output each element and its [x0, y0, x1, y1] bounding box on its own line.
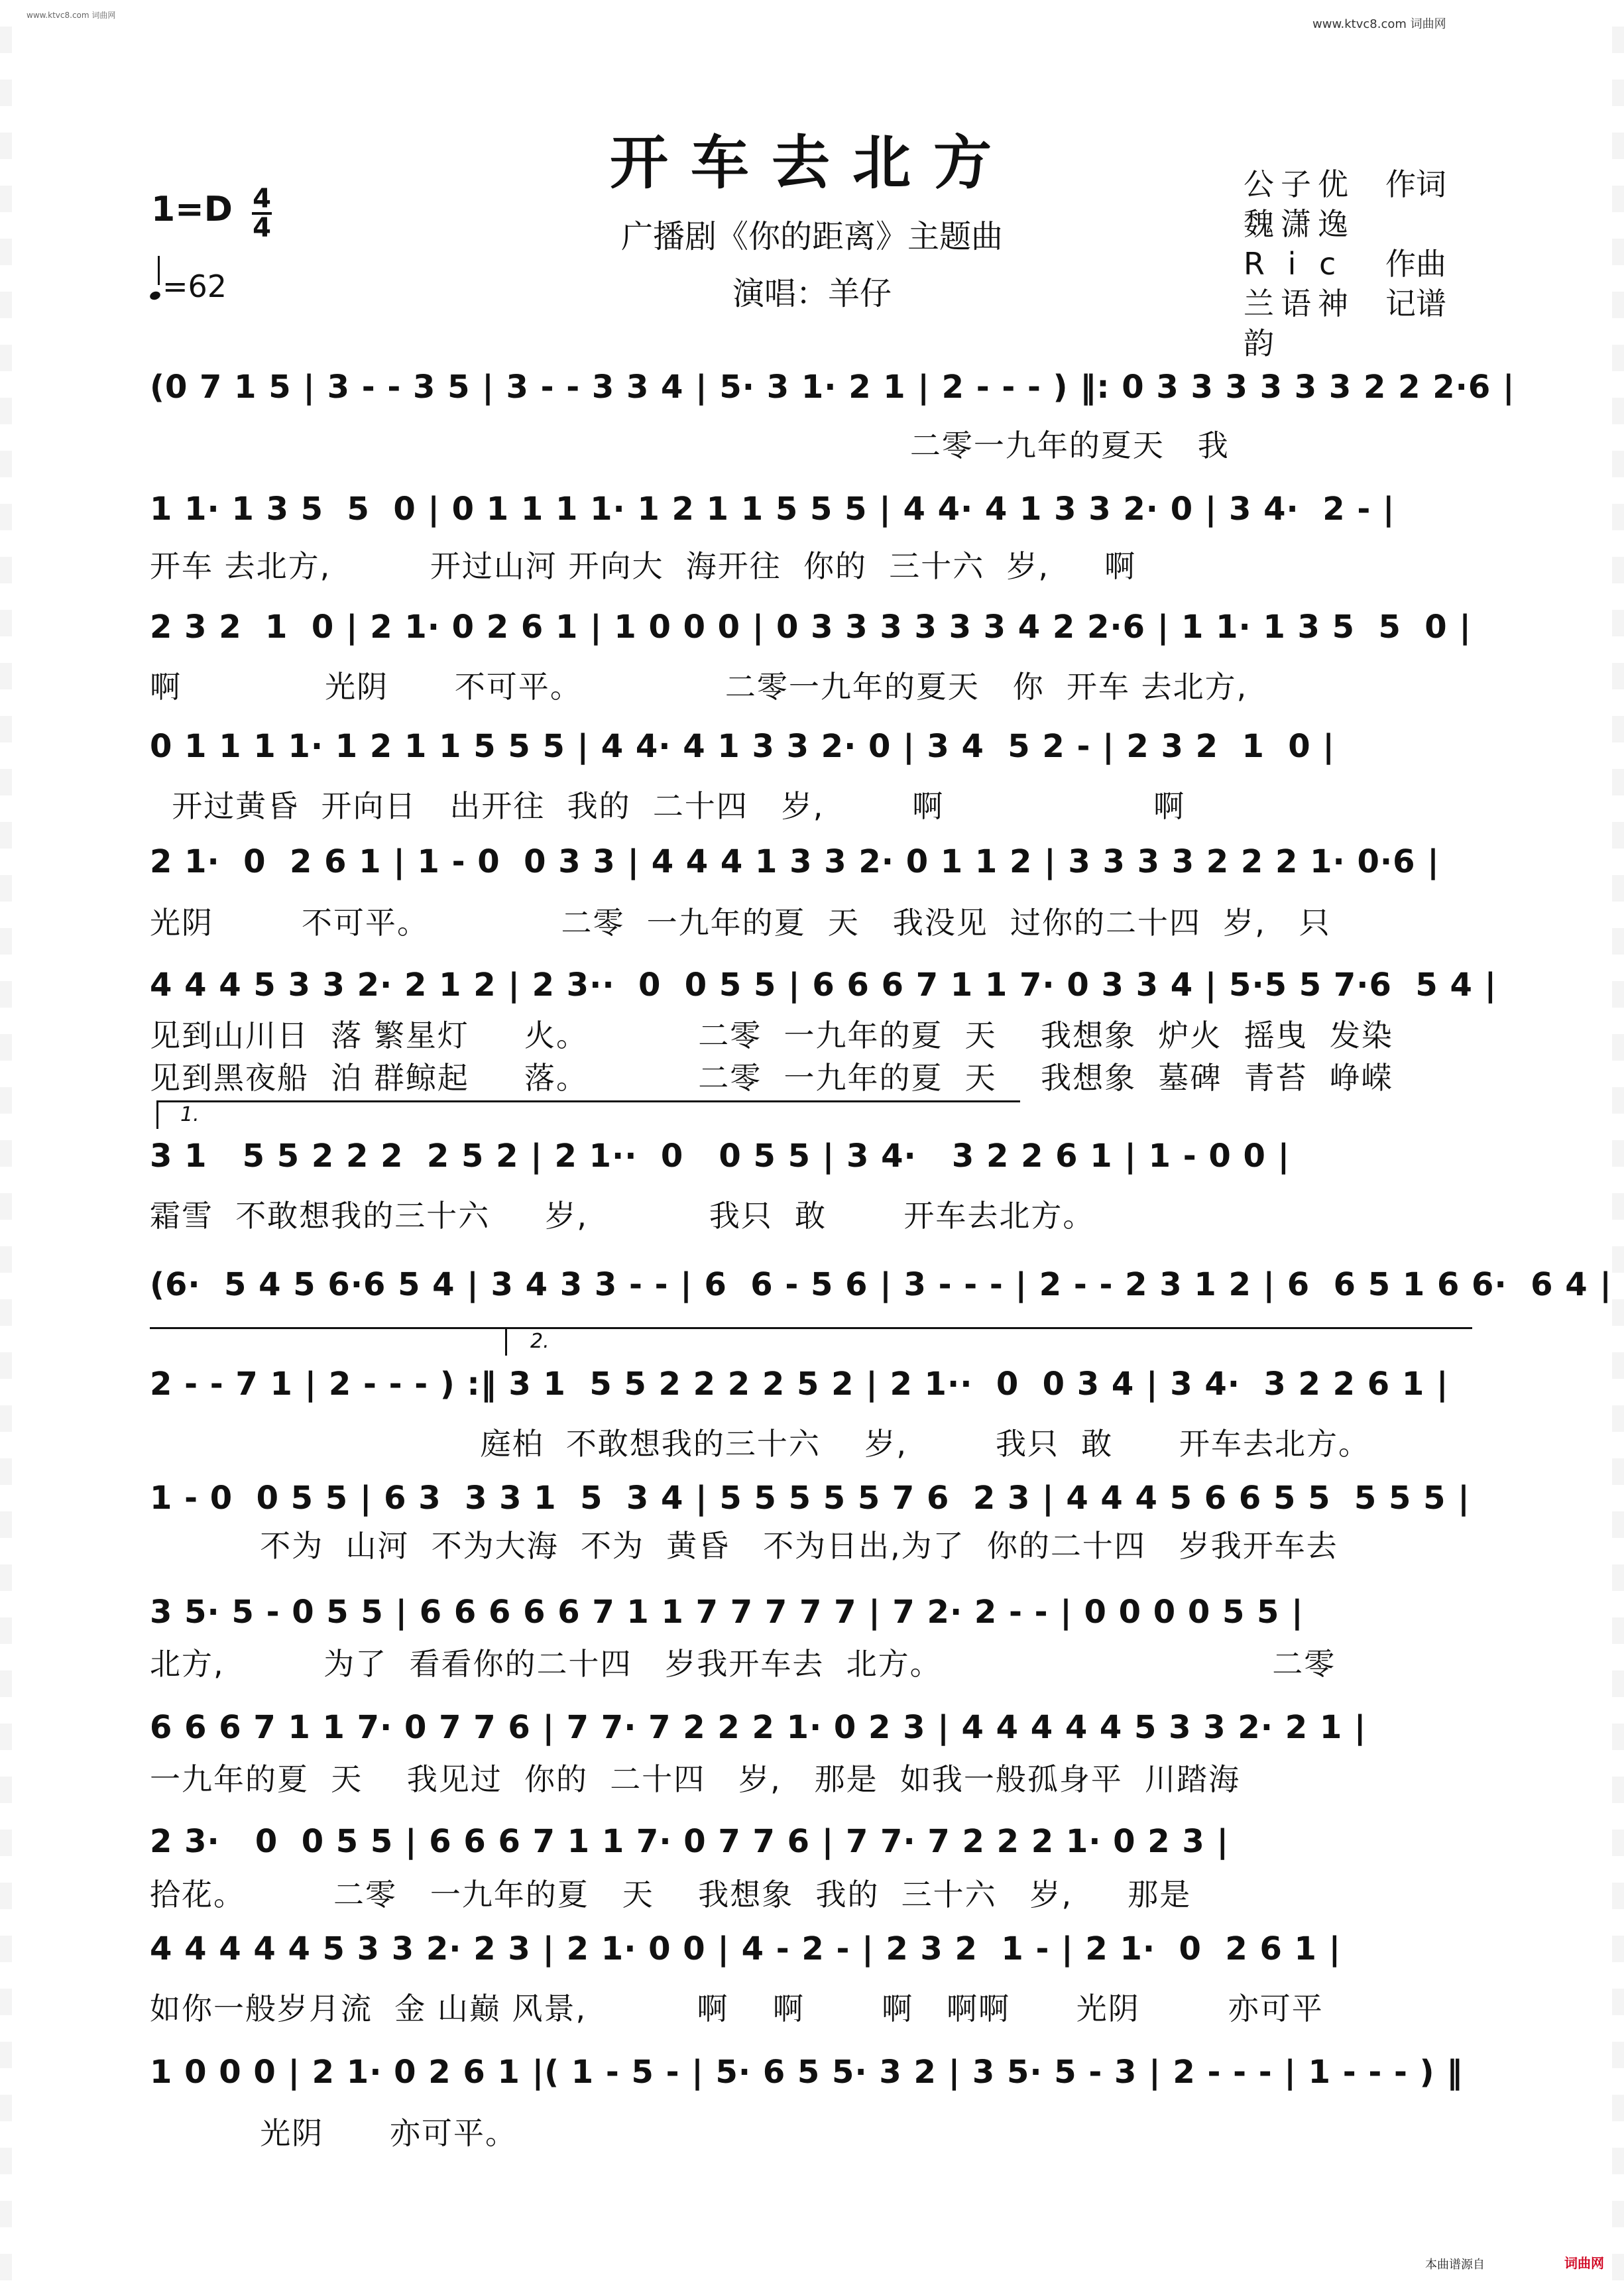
second-ending-bracket [505, 1327, 1472, 1356]
meter-top: 4 [253, 184, 271, 214]
notation-row: 1 1· 1 3 5 5 0 | 0 1 1 1 1· 1 2 1 1 5 5 5 | 4 4· 4 1 3 3 2· 0 | 3 4· 2 - | [150, 491, 1395, 528]
credit-role: 作词 [1385, 166, 1446, 202]
credit-role: 记谱 [1385, 286, 1446, 322]
lyric-row: 开车 去北方, 开过山河 开向大 海开往 你的 三十六 岁, 啊 [150, 548, 1137, 584]
notation-row: 2 3· 0 0 5 5 | 6 6 6 7 1 1 7· 0 7 7 6 | 7 7· 7 2 2 2 1· 0 2 3 | [150, 1823, 1230, 1860]
lyric-row: 啊 光阴 不可平。 二零一九年的夏天 你 开车 去北方, [150, 669, 1248, 705]
notation-row: 2 3 2 1 0 | 2 1· 0 2 6 1 | 1 0 0 0 | 0 3 3 3 3 3 3 4 2 2·6 | 1 1· 1 3 5 5 0 | [150, 609, 1472, 646]
lyric-row: 一九年的夏 天 我见过 你的 二十四 岁, 那是 如我一般孤身平 川踏海 [150, 1761, 1241, 1797]
lyric-row: 霜雪 不敢想我的三十六 岁, 我只 敢 开车去北方。 [150, 1198, 1095, 1234]
lyric-row: 光阴 亦可平。 [150, 2115, 517, 2151]
footer-source-label: 本曲谱源自 [1425, 2258, 1485, 2272]
credit-name: 兰语神韵 [1244, 286, 1355, 361]
lyric-row: 见到山川日 落 繁星灯 火。 二零 一九年的夏 天 我想象 炉火 摇曳 发染 [150, 1018, 1393, 1053]
credit-name: 公子优 [1244, 166, 1355, 202]
lyric-row: 拾花。 二零 一九年的夏 天 我想象 我的 三十六 岁, 那是 [150, 1877, 1192, 1912]
credit-name: 魏潇逸 [1244, 206, 1355, 242]
notation-row: 6 6 6 7 1 1 7· 0 7 7 6 | 7 7· 7 2 2 2 1· 0 2 3 | 4 4 4 4 4 5 3 3 2· 2 1 | [150, 1709, 1367, 1746]
notation-row: 2 1· 0 2 6 1 | 1 - 0 0 3 3 | 4 4 4 1 3 3 2· 0 1 1 2 | 3 3 3 3 2 2 2 1· 0·6 | [150, 843, 1440, 880]
key-signature: 1=D [151, 190, 233, 229]
song-subtitle: 广播剧《你的距离》主题曲 [620, 218, 1003, 255]
first-ending-number: 1. [180, 1103, 200, 1126]
credit-role: 作曲 [1385, 246, 1446, 282]
meter-bottom: 4 [253, 213, 271, 243]
lyric-row-verse2: 见到黑夜船 泊 群鲸起 落。 二零 一九年的夏 天 我想象 墓碑 青苔 峥嵘 [150, 1060, 1393, 1096]
first-ending-bracket [156, 1100, 1020, 1129]
second-ending-number: 2. [530, 1330, 550, 1353]
lyric-row: 如你一般岁月流 金 山巅 风景, 啊 啊 啊 啊啊 光阴 亦可平 [150, 1991, 1324, 2026]
site-watermark-small: www.ktvc8.com 词曲网 [27, 11, 116, 20]
credit-name: R i c [1244, 246, 1343, 282]
notation-row: 3 1 5 5 2 2 2 2 5 2 | 2 1·· 0 0 5 5 | 3 4· 3 2 2 6 1 | 1 - 0 0 | [150, 1138, 1291, 1175]
notation-row: 4 4 4 5 3 3 2· 2 1 2 | 2 3·· 0 0 5 5 | 6 6 6 7 1 1 7· 0 3 3 4 | 5·5 5 7·6 5 4 | [150, 966, 1497, 1004]
lyric-row: 不为 山河 不为大海 不为 黄昏 不为日出,为了 你的二十四 岁我开车去 [150, 1528, 1338, 1564]
lyric-row: 北方, 为了 看看你的二十四 岁我开车去 北方。 二零 [150, 1646, 1336, 1682]
notation-row: 1 0 0 0 | 2 1· 0 2 6 1 |( 1 - 5 - | 5· 6 5 5· 3 2 | 3 5· 5 - 3 | 2 - - - | 1 - - - ) ‖ [150, 2054, 1464, 2091]
footer-site-logo: 词曲网 [1564, 2255, 1604, 2271]
singer-line: 演唱：羊仔 [732, 275, 892, 312]
notation-row: 2 - - 7 1 | 2 - - - ) :‖ 3 1 5 5 2 2 2 2 5 2 | 2 1·· 0 0 3 4 | 3 4· 3 2 2 6 1 | [150, 1366, 1449, 1403]
lyric-row: 开过黄昏 开向日 出开往 我的 二十四 岁, 啊 啊 [150, 788, 1186, 824]
lyric-row: 庭柏 不敢想我的三十六 岁, 我只 敢 开车去北方。 [150, 1426, 1370, 1462]
notation-row: 0 1 1 1 1· 1 2 1 1 5 5 5 | 4 4· 4 1 3 3 2· 0 | 3 4 5 2 - | 2 3 2 1 0 | [150, 728, 1335, 765]
notation-row: (0 7 1 5 | 3 - - 3 5 | 3 - - 3 3 4 | 5· 3 1· 2 1 | 2 - - - ) ‖: 0 3 3 3 3 3 3 2 2 2·6 | [150, 369, 1515, 406]
notation-row: 3 5· 5 - 0 5 5 | 6 6 6 6 6 7 1 1 7 7 7 7 7 | 7 2· 2 - - | 0 0 0 0 5 5 | [150, 1594, 1304, 1631]
site-watermark-top: www.ktvc8.com 词曲网 [1312, 17, 1446, 31]
notation-row: 4 4 4 4 4 5 3 3 2· 2 3 | 2 1· 0 0 | 4 - 2 - | 2 3 2 1 - | 2 1· 0 2 6 1 | [150, 1930, 1342, 1967]
lyric-row: 二零一九年的夏天 我 [150, 428, 1230, 463]
notation-row: 1 - 0 0 5 5 | 6 3 3 3 1 5 3 4 | 5 5 5 5 5 7 6 2 3 | 4 4 4 5 6 6 5 5 5 5 5 | [150, 1480, 1470, 1517]
lyric-row: 光阴 不可平。 二零 一九年的夏 天 我没见 过你的二十四 岁, 只 [150, 905, 1331, 941]
song-title: 开车去北方 [609, 128, 1014, 197]
tempo-value: =62 [162, 268, 227, 304]
interlude-row: (6· 5 4 5 6·6 5 4 | 3 4 3 3 - - | 6 6 - 5 6 | 3 - - - | 2 - - 2 3 1 2 | 6 6 5 1 6 6· 6 4 | [150, 1266, 1612, 1303]
